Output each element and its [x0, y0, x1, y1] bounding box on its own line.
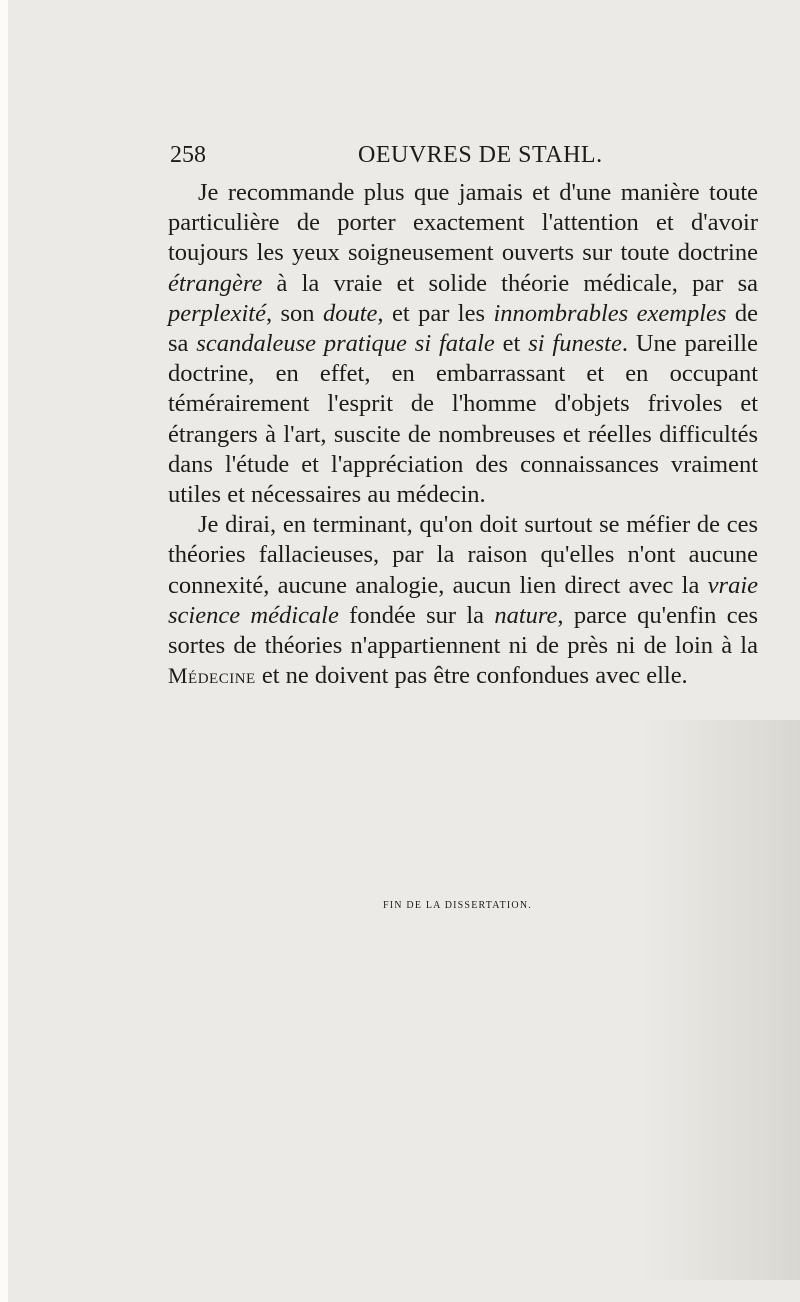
p2-smallcaps-1: Médecine [168, 663, 256, 689]
p1-italic-6: si funeste [528, 330, 622, 358]
show-through-shadow [640, 720, 800, 1280]
body-text [168, 178, 758, 691]
p2-text-4: et ne doivent pas être confondues avec elle. [255, 662, 688, 690]
page-margin-edge [0, 0, 8, 1302]
paragraph-1 [168, 178, 758, 510]
p1-text-7: . Une pareille doctrine, en effet, en embarrassant et en occupant témérairement l'esprit de l'homme d'objets frivoles et étrangers à l'art, suscite de nombreuses et réelles difficultés dans l'étude et l'appréciation des connaissances vraiment utiles et nécessaires au médecin. [168, 330, 758, 509]
paragraph-2 [168, 510, 758, 691]
p1-italic-2: perplexité [168, 299, 266, 327]
p2-italic-2: nature [494, 601, 558, 629]
p1-italic-3: doute [322, 299, 378, 327]
end-note: FIN DE LA DISSERTATION. [383, 900, 532, 911]
p1-text-4: , et par les [377, 299, 494, 327]
p2-text-1: Je dirai, en terminant, qu'on doit surtout se méfier de ces théories fallacieuses, par la raison qu'elles n'ont aucune connexité, aucune analogie, aucun lien direct avec la [168, 511, 758, 599]
p1-italic-4: innombrables exemples [493, 299, 727, 327]
p2-text-2: fondée sur la [338, 601, 495, 629]
page-header [170, 140, 756, 170]
p2-italic-1: vraie science médicale [168, 571, 758, 629]
p1-text-5: de sa [168, 299, 758, 358]
running-title: OEUVRES DE STAHL. [358, 142, 603, 168]
p1-italic-1: étrangère [168, 269, 263, 297]
p1-text-3: , son [265, 299, 323, 327]
p1-text-1: Je recommande plus que jamais et d'une manière toute particulière de porter exactement l'attention et d'avoir toujours les yeux soigneusement ouverts sur toute doctrine [168, 179, 758, 267]
p1-italic-5: scandaleuse pratique si fatale [196, 330, 495, 358]
page-number: 258 [170, 142, 206, 168]
p1-text-6: et [494, 330, 529, 358]
p2-text-3: , parce qu'enfin ces sortes de théories n'appartiennent ni de près ni de loin à la [168, 601, 758, 660]
p1-text-2: à la vraie et solide théorie médicale, par sa [262, 269, 758, 297]
